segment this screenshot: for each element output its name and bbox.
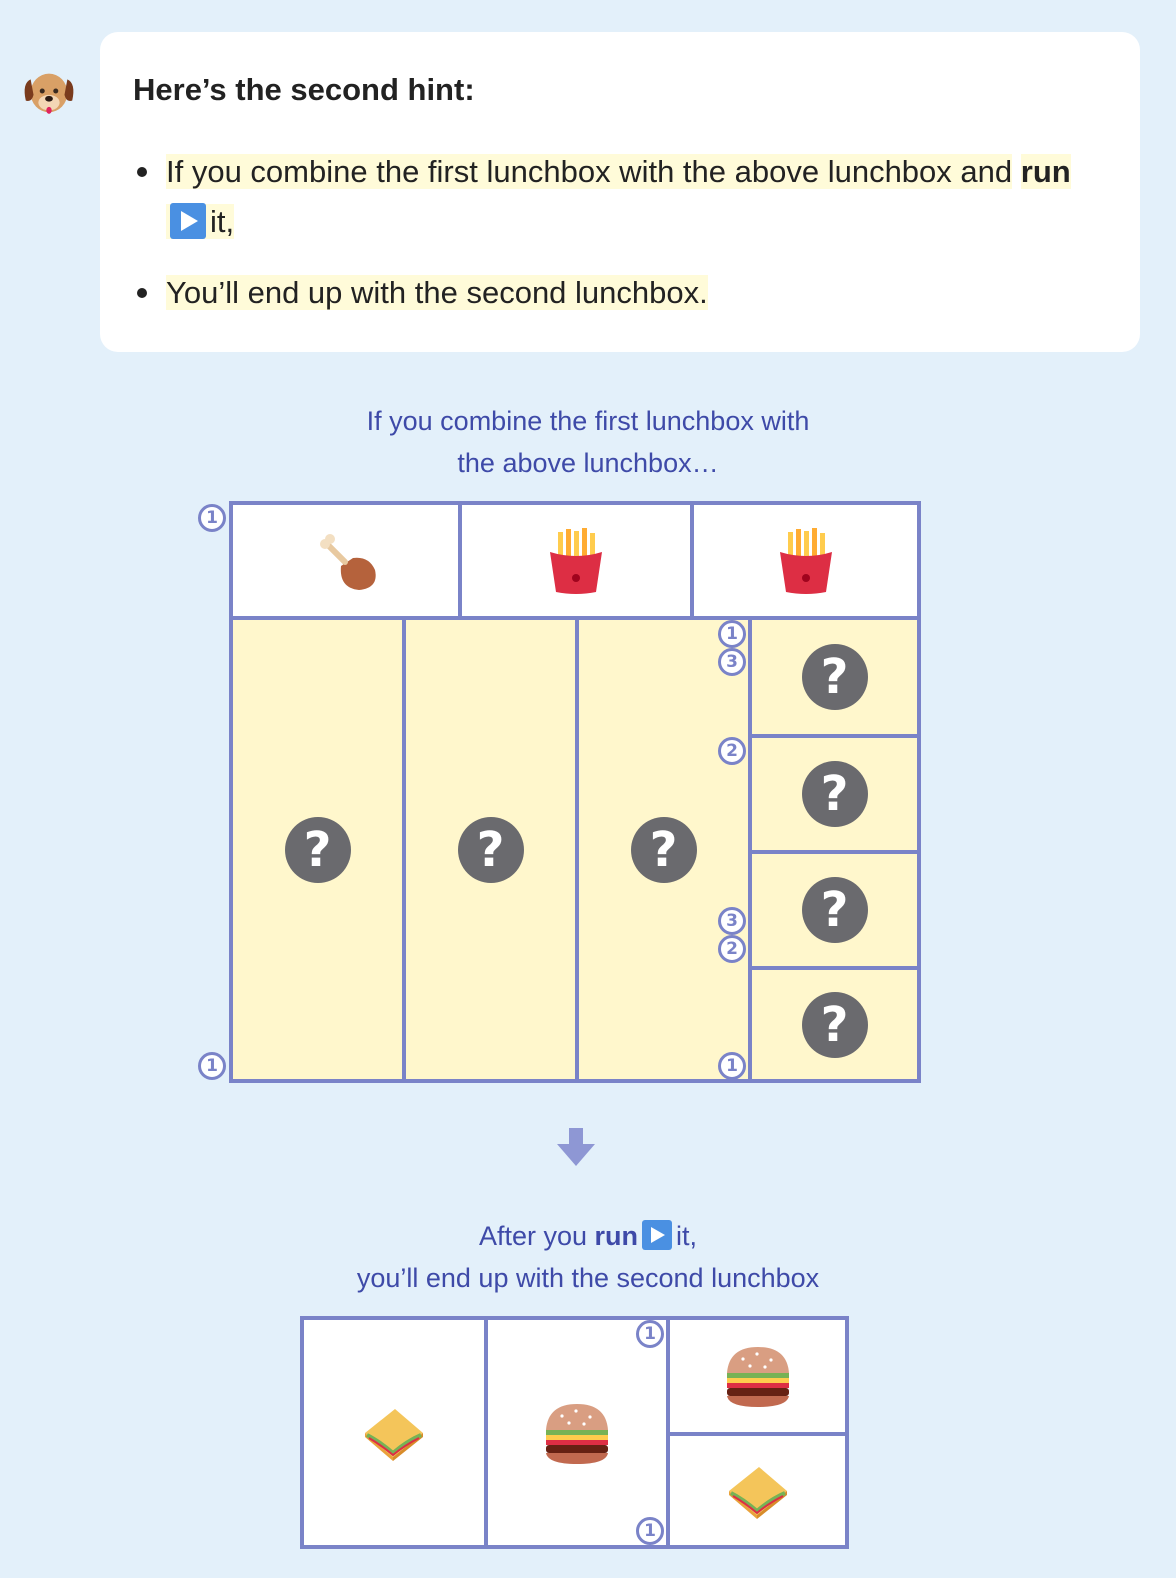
bottom-run-keyword: run bbox=[594, 1221, 639, 1251]
lunchbox-cell-unknown bbox=[748, 850, 921, 970]
lunchbox-cell-unknown bbox=[402, 616, 579, 1083]
lunchbox-cell-chicken bbox=[229, 501, 462, 620]
result-cell-sandwich bbox=[666, 1432, 849, 1549]
hint-bubble bbox=[100, 32, 1140, 352]
bottom-caption bbox=[0, 1215, 1176, 1299]
bottom-caption-after: it, bbox=[676, 1221, 698, 1251]
question-mark-icon: ? bbox=[802, 644, 868, 710]
question-mark-icon: ? bbox=[802, 992, 868, 1058]
badge-3: 3 bbox=[718, 648, 746, 676]
hint-bullet-1-text: If you combine the first lunchbox with the above lunchbox and bbox=[166, 154, 1013, 189]
run-keyword: run bbox=[1020, 154, 1071, 189]
lunchbox-cell-unknown bbox=[575, 616, 752, 1083]
bottom-caption-line-1 bbox=[0, 1215, 1176, 1257]
result-cell-sandwich bbox=[300, 1316, 488, 1549]
dog-avatar-icon bbox=[20, 62, 78, 120]
badge-2: 2 bbox=[718, 737, 746, 765]
chicken-leg-icon bbox=[311, 526, 381, 596]
fries-icon bbox=[544, 526, 608, 596]
sandwich-icon bbox=[359, 1403, 429, 1463]
bullet-dot bbox=[137, 288, 147, 298]
hint-bullet-1 bbox=[133, 147, 1113, 247]
question-mark-icon: ? bbox=[458, 817, 524, 883]
bottom-caption-before: After you bbox=[478, 1221, 588, 1251]
question-mark-icon: ? bbox=[285, 817, 351, 883]
badge-3: 3 bbox=[718, 907, 746, 935]
lunchbox-cell-unknown bbox=[748, 616, 921, 738]
result-cell-hamburger bbox=[666, 1316, 849, 1436]
hint-title: Here’s the second hint: bbox=[133, 72, 475, 107]
lunchbox-cell-unknown bbox=[748, 734, 921, 854]
hamburger-icon bbox=[542, 1400, 612, 1466]
question-mark-icon: ? bbox=[631, 817, 697, 883]
hint-bullet-2 bbox=[133, 268, 1113, 318]
question-mark-icon: ? bbox=[802, 877, 868, 943]
top-caption-line-1: If you combine the first lunchbox with bbox=[366, 406, 810, 436]
bullet-dot bbox=[137, 167, 147, 177]
hamburger-icon bbox=[723, 1343, 793, 1409]
lunchbox-cell-unknown bbox=[748, 966, 921, 1083]
top-caption bbox=[0, 400, 1176, 484]
down-arrow-icon bbox=[555, 1126, 597, 1168]
badge-1: 1 bbox=[718, 1052, 746, 1080]
run-play-icon bbox=[170, 203, 206, 239]
badge-1: 1 bbox=[198, 1052, 226, 1080]
hint-list bbox=[133, 147, 1113, 318]
badge-1: 1 bbox=[718, 620, 746, 648]
question-mark-icon: ? bbox=[802, 761, 868, 827]
bottom-caption-line-2: you’ll end up with the second lunchbox bbox=[356, 1263, 820, 1293]
badge-1: 1 bbox=[636, 1320, 664, 1348]
top-caption-line-2: the above lunchbox… bbox=[457, 448, 719, 478]
result-cell-hamburger bbox=[484, 1316, 670, 1549]
badge-1: 1 bbox=[636, 1517, 664, 1545]
badge-1: 1 bbox=[198, 504, 226, 532]
badge-2: 2 bbox=[718, 935, 746, 963]
lunchbox-cell-fries-1 bbox=[458, 501, 694, 620]
sandwich-icon bbox=[723, 1461, 793, 1521]
lunchbox-cell-fries-2 bbox=[690, 501, 921, 620]
hint-bullet-2-text: You’ll end up with the second lunchbox. bbox=[166, 275, 708, 310]
fries-icon bbox=[774, 526, 838, 596]
hint-bullet-1-after: it, bbox=[210, 204, 235, 239]
lunchbox-cell-unknown bbox=[229, 616, 406, 1083]
run-play-icon bbox=[642, 1220, 672, 1250]
